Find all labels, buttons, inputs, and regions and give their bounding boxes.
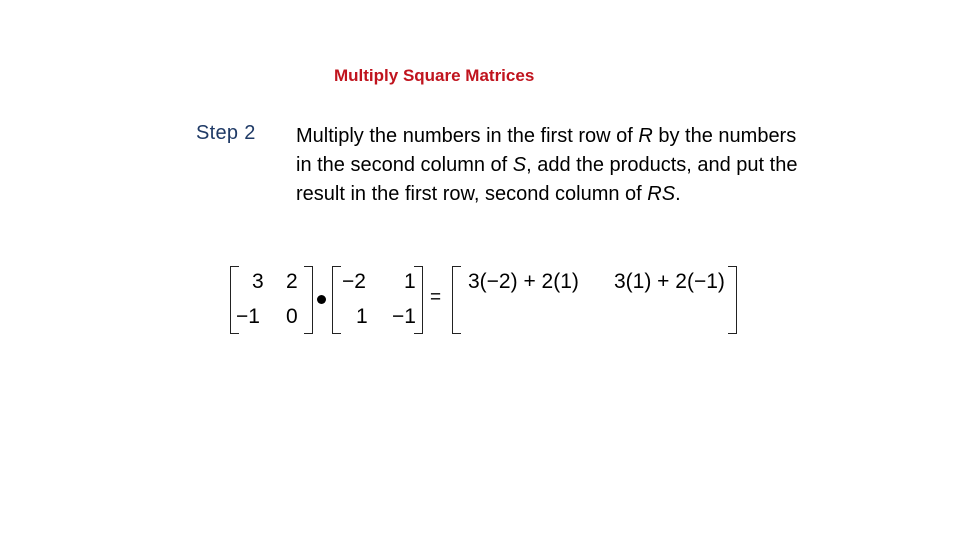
multiply-dot <box>317 295 326 304</box>
instruction-text-2: by the numbers in the second column of <box>296 125 797 176</box>
matrix-s-name: S <box>512 154 527 176</box>
matrix-s-cell: −1 <box>392 305 416 328</box>
result-cell: 3(1) + 2(−1) <box>614 270 725 293</box>
matrix-s-cell: 1 <box>356 305 368 328</box>
matrix-r-cell: −1 <box>236 305 260 328</box>
result-left-bracket <box>452 266 461 334</box>
result-cell: 3(−2) + 2(1) <box>468 270 579 293</box>
matrix-s-right-bracket <box>414 266 423 334</box>
matrix-r-cell: 2 <box>286 270 298 293</box>
matrix-r-cell: 0 <box>286 305 298 328</box>
instruction-text-1: Multiply the numbers in the first row of <box>296 125 639 147</box>
matrix-equation <box>226 264 746 336</box>
matrix-s-cell: 1 <box>404 270 416 293</box>
result-right-bracket <box>728 266 737 334</box>
matrix-r-cell: 3 <box>252 270 264 293</box>
matrix-s-cell: −2 <box>342 270 366 293</box>
matrix-r-name: R <box>638 125 653 147</box>
equals-sign: = <box>430 287 442 308</box>
step-instruction <box>296 122 816 209</box>
instruction-text-4: . <box>675 183 681 205</box>
matrix-r-right-bracket <box>304 266 313 334</box>
step-label: Step 2 <box>196 122 256 144</box>
instruction-text-3: , add the products, and put the result in the first row, second column of <box>296 154 798 205</box>
page-title: Multiply Square Matrices <box>334 66 535 85</box>
product-rs-name: RS <box>647 183 676 205</box>
matrix-s-left-bracket <box>332 266 341 334</box>
